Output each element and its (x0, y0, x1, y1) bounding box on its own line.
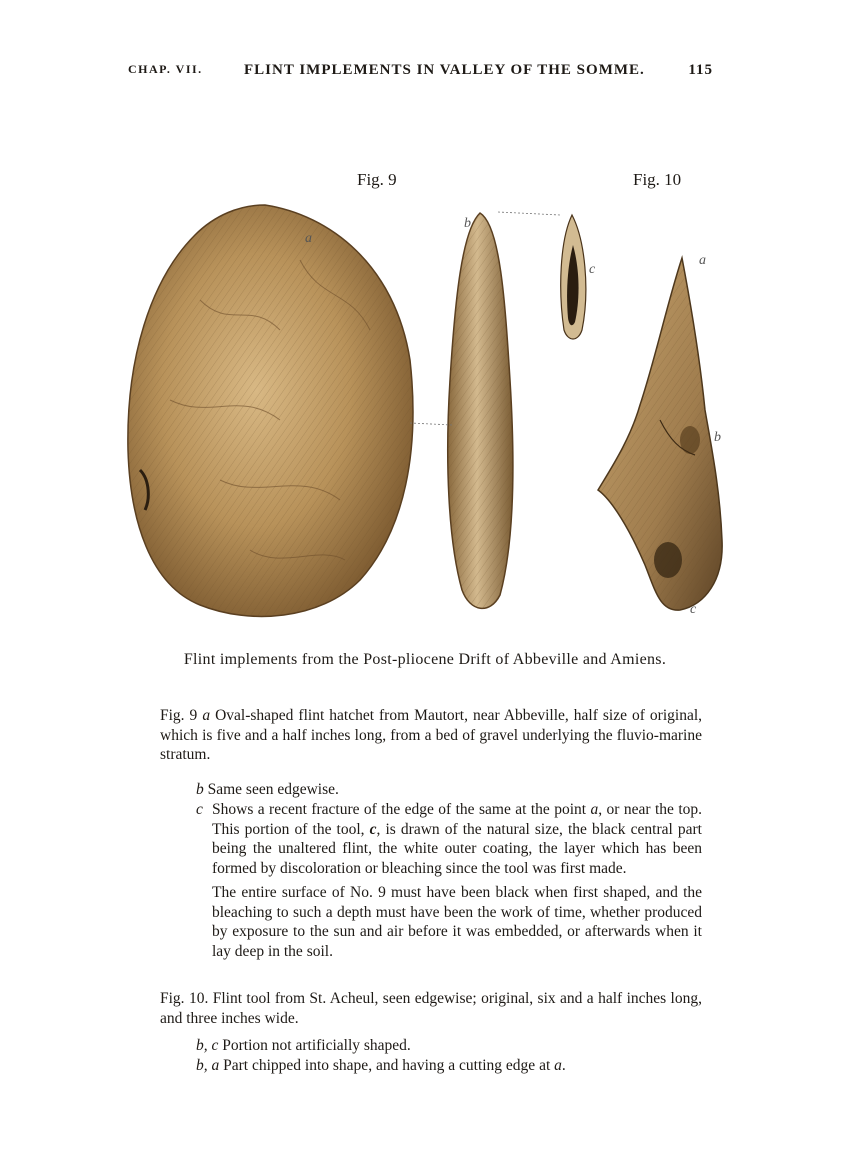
fig9-item-b-letter: b (196, 781, 204, 798)
fig10-letter-b: b (714, 430, 721, 445)
figure-caption: Flint implements from the Post-pliocene Drift of Abbeville and Amiens. (183, 651, 667, 668)
fig9-item-c-text-1: Shows a recent fracture of the edge of the same at the point (212, 801, 587, 818)
fig10-letter-c: c (690, 602, 697, 617)
fig9-item-c-tool-c: c (369, 820, 377, 838)
fig9-item-b (196, 780, 702, 800)
chapter-label: CHAP. VII. (128, 62, 203, 76)
fig9-label: Fig. 9 (357, 170, 397, 189)
fig10-flint-tool (598, 258, 722, 610)
fig10-item-ba (196, 1056, 702, 1076)
fig9-item-c-point-a: a (590, 801, 599, 818)
fig9-fracture-detail (561, 215, 586, 339)
fig9-intro-text: Oval-shaped flint hatchet from Mautort, near Abbeville, half size of original, which is five and a half inches long, from a bed of gravel underlying the fluvio-marine stratum. (160, 707, 703, 763)
fig9-item-c-text-2: , or near the top. This portion of the tool, (212, 801, 702, 838)
fig10-letter-a: a (699, 253, 706, 268)
fig9-intro-letter: a (202, 707, 211, 724)
fig10-item-bc (196, 1036, 702, 1056)
fig10-item-ba-point-a: a (554, 1057, 562, 1074)
fig9-letter-b: b (464, 216, 471, 231)
fig9-note: The entire surface of No. 9 must have been black when first shaped, and the bleaching to such a depth must have been the work of time, whether produced by exposure to the sun and air before it was embedded, or afterwards when it lay deep in the soil. (212, 884, 702, 960)
fig9-item-c-letter: c (196, 801, 203, 818)
fig10-item-bc-letters: b, c (196, 1037, 219, 1054)
fig9-letter-c: c (589, 262, 596, 277)
fig10-item-bc-text: Portion not artificially shaped. (222, 1037, 411, 1054)
fig10-item-ba-text-2: . (561, 1057, 566, 1074)
running-title: FLINT IMPLEMENTS IN VALLEY OF THE SOMME. (244, 62, 645, 78)
fig9-edge-view (410, 212, 560, 608)
fig9-item-c-body (212, 800, 702, 878)
fig10-item-ba-text-1: Part chipped into shape, and having a cutting edge at (223, 1057, 551, 1074)
fig9-item-c (196, 800, 702, 878)
fig9-item-c-text-3: , is drawn of the natural size, the black central part being the unaltered flint, the white outer coating, the layer which has been formed by discoloration or bleaching since the tool was first made. (212, 820, 702, 877)
page-number: 115 (688, 62, 713, 78)
fig10-intro: Fig. 10. Flint tool from St. Acheul, seen edgewise; original, six and a half inches long, and three inches wide. (160, 990, 702, 1027)
fig10-label: Fig. 10 (633, 170, 682, 189)
fig9-oval-hatchet (128, 205, 413, 616)
fig9-description (160, 706, 702, 765)
fig9-item-b-text: Same seen edgewise. (207, 781, 339, 798)
fig9-intro-prefix: Fig. 9 (160, 707, 198, 724)
fig9-intro (160, 706, 702, 765)
fig10-item-ba-letters: b, a (196, 1057, 220, 1074)
fig9-letter-a: a (305, 231, 312, 246)
